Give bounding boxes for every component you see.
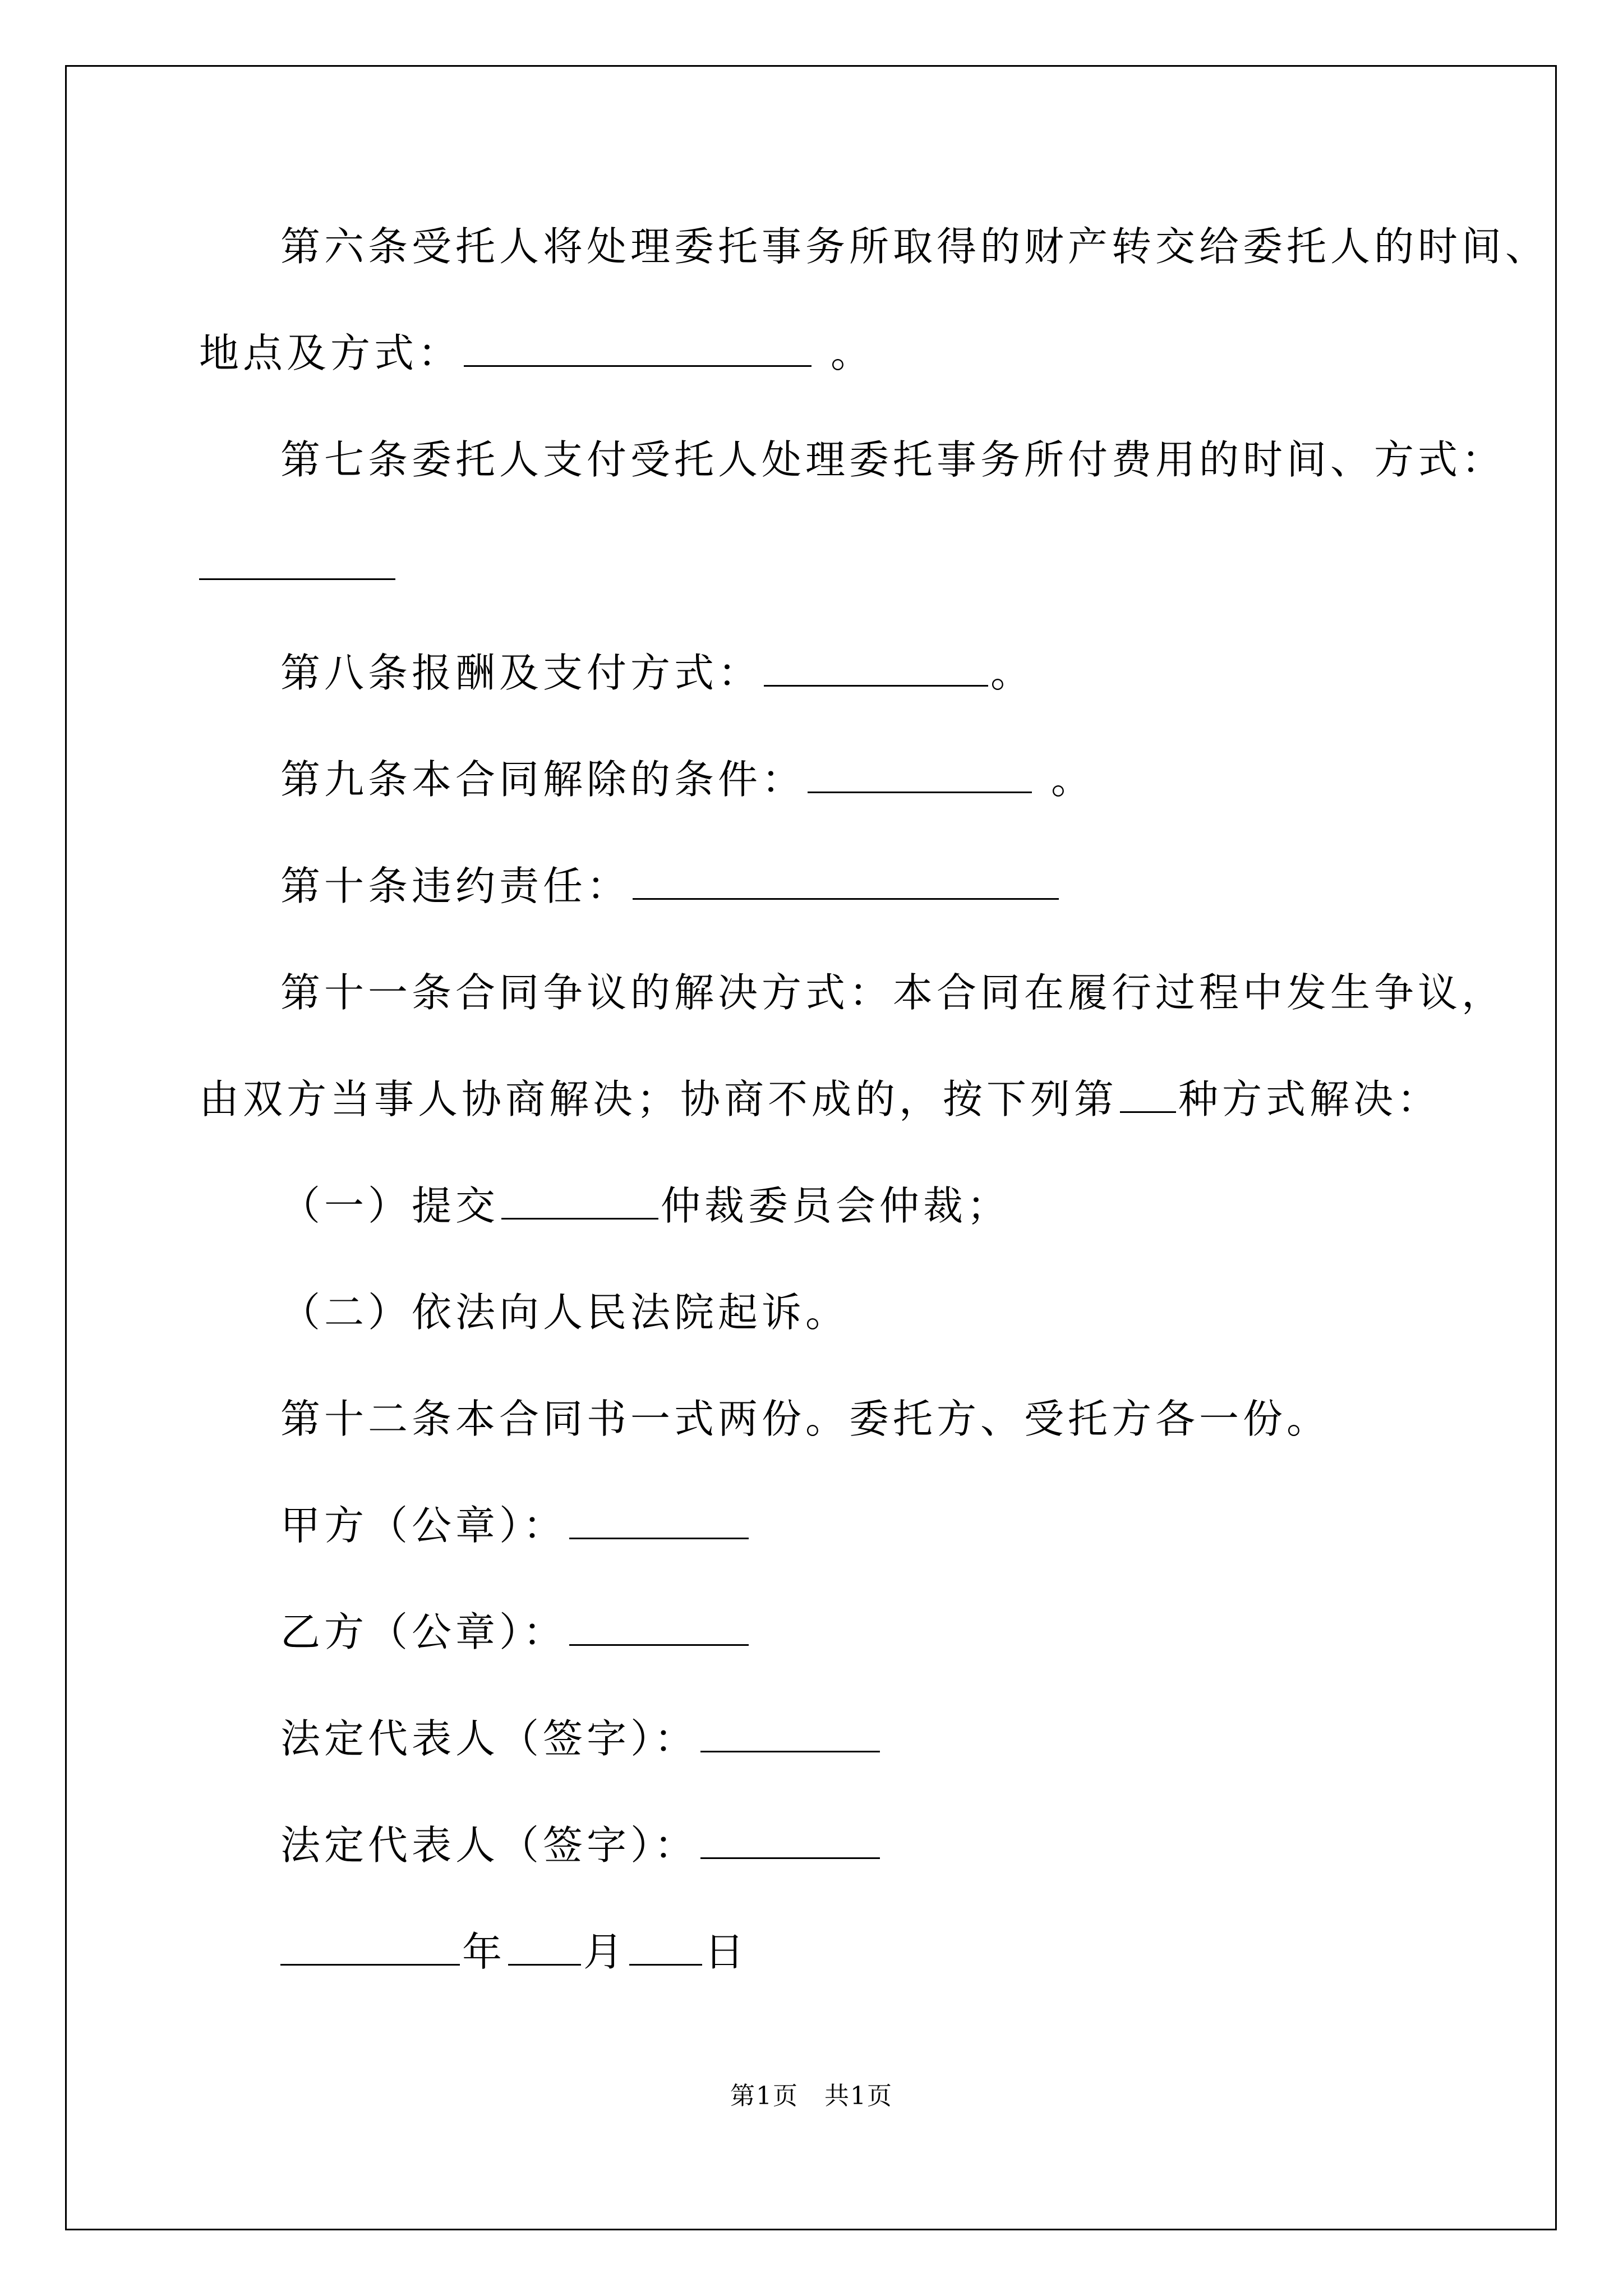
rep-1-label: 法定代表人（签字）： (280, 1715, 698, 1762)
rep-1-line (280, 1714, 882, 1764)
clause-9-text: 第九条本合同解除的条件： (280, 756, 806, 803)
rep-2-line (280, 1820, 882, 1871)
clause-9-blank (808, 758, 1032, 793)
clause-6-blank (464, 332, 811, 367)
month-label: 月 (583, 1929, 628, 1975)
day-label: 日 (704, 1929, 749, 1975)
party-a-label: 甲方（公章）： (280, 1502, 567, 1549)
clause-6-label: 地点及方式： (199, 330, 462, 376)
option-1-blank (501, 1184, 658, 1220)
clause-10-text: 第十条违约责任： (280, 863, 631, 909)
option-1-text-b: 仲裁委员会仲裁； (661, 1182, 1011, 1229)
clause-8-line (280, 648, 1034, 698)
clause-11-line-2 (199, 1074, 1441, 1125)
clause-7-line (280, 435, 1505, 485)
day-blank (629, 1930, 702, 1966)
option-2-line (280, 1287, 849, 1338)
clause-7-text: 第七条委托人支付受托人处理委托事务所付费用的时间、方式： (280, 436, 1506, 483)
option-1-line (280, 1181, 1011, 1231)
clause-7-blank (199, 545, 395, 580)
clause-6-end: 。 (831, 330, 875, 376)
party-b-blank (569, 1611, 749, 1646)
date-line (280, 1927, 748, 1977)
year-label: 年 (462, 1929, 506, 1975)
clause-6-line-2 (199, 328, 874, 379)
clause-9-end: 。 (1051, 756, 1095, 803)
clause-8-text: 第八条报酬及支付方式： (280, 650, 762, 696)
option-1-text-a: （一）提交 (280, 1182, 500, 1229)
clause-11-line-1 (280, 968, 1505, 1018)
clause-11-text-2a: 由双方当事人协商解决；协商不成的，按下列第 (199, 1076, 1118, 1122)
clause-6-text: 第六条受托人将处理委托事务所取得的财产转交给委托人的时间、 (280, 223, 1550, 270)
party-b-line (280, 1607, 751, 1658)
clause-12-line (280, 1394, 1330, 1444)
clause-6-line-1 (280, 222, 1549, 272)
party-a-line (280, 1501, 751, 1551)
page-footer: 第1页 共1页 (730, 2082, 893, 2110)
clause-9-line (280, 754, 1095, 805)
rep-1-blank (700, 1717, 880, 1752)
rep-2-blank (700, 1824, 880, 1859)
year-blank (280, 1930, 460, 1966)
clause-8-blank (764, 651, 988, 687)
clause-11-text: 第十一条合同争议的解决方式：本合同在履行过程中发生争议， (280, 969, 1506, 1016)
document-page (65, 65, 1557, 2230)
clause-10-blank (633, 864, 1059, 900)
clause-11-text-2b: 种方式解决： (1178, 1076, 1441, 1122)
month-blank (508, 1930, 581, 1966)
clause-7-blank-line (199, 541, 398, 592)
clause-12-text: 第十二条本合同书一式两份。委托方、受托方各一份。 (280, 1396, 1331, 1442)
clause-10-line (280, 861, 1061, 912)
party-a-blank (569, 1504, 749, 1539)
clause-8-end: 。 (990, 650, 1035, 696)
party-b-label: 乙方（公章）： (280, 1609, 567, 1655)
rep-2-label: 法定代表人（签字）： (280, 1822, 698, 1869)
option-2-text: （二）依法向人民法院起诉。 (280, 1289, 850, 1336)
clause-11-blank (1120, 1078, 1176, 1113)
